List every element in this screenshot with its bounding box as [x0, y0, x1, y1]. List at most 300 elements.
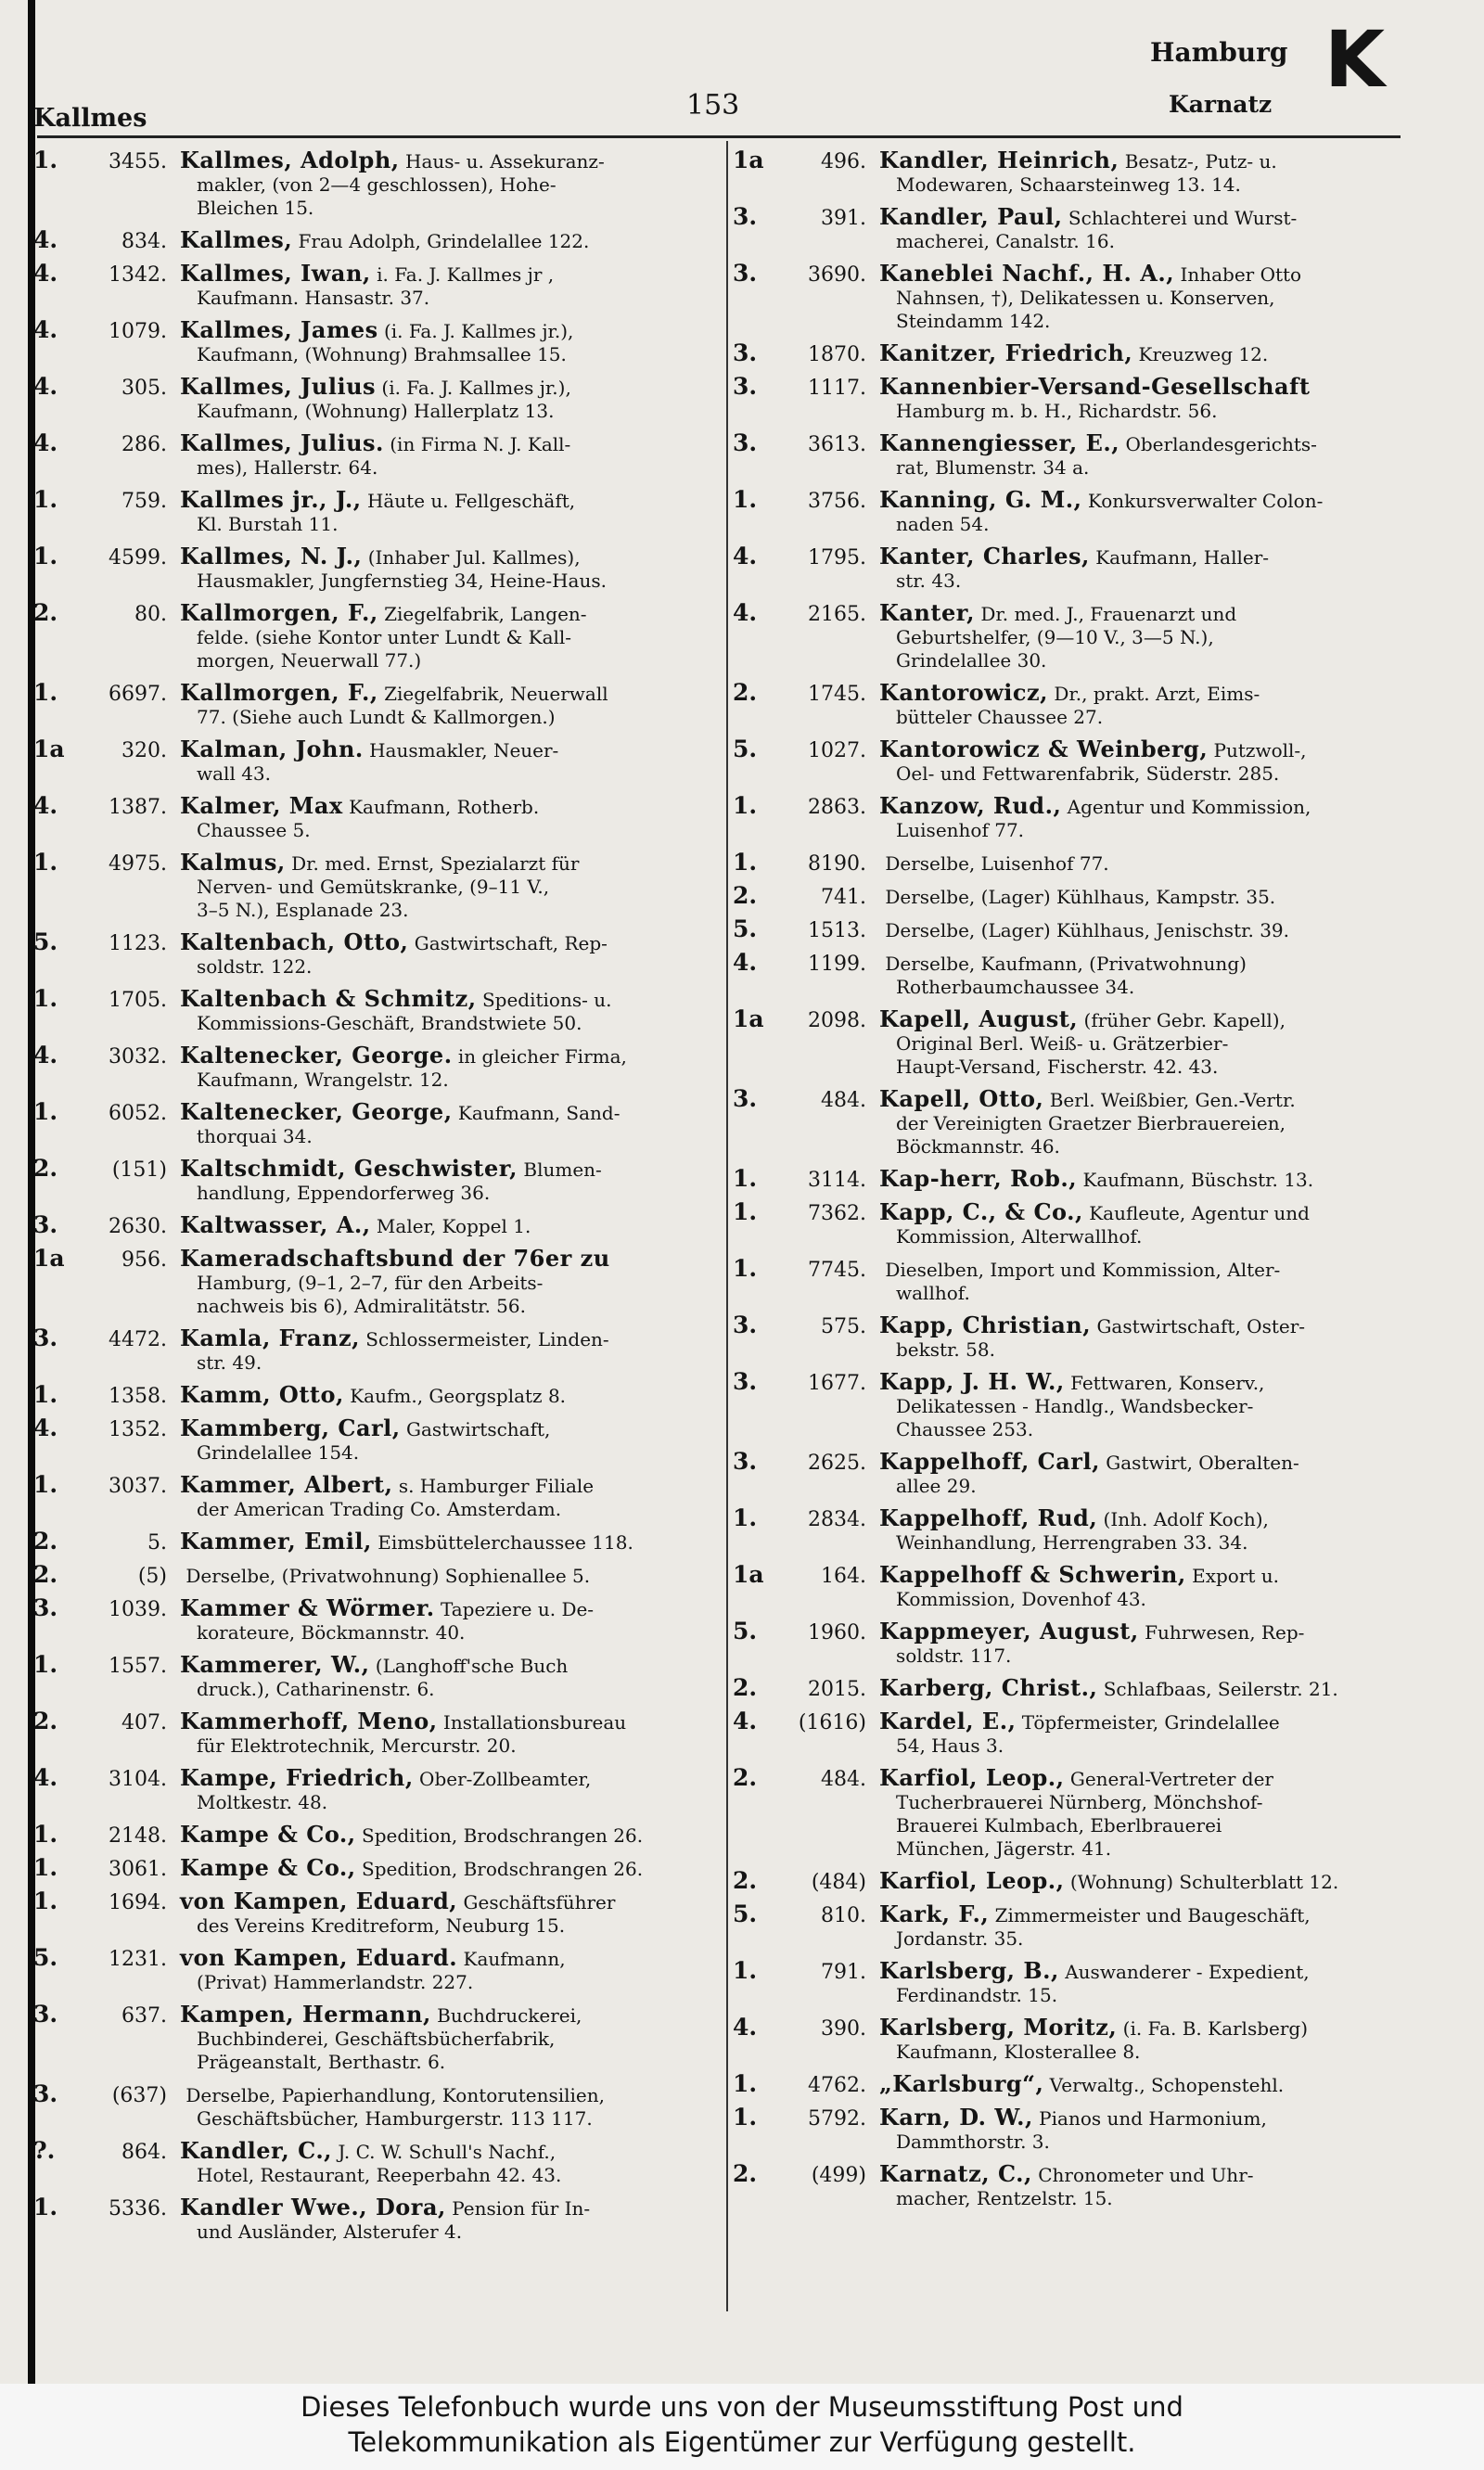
subscriber-name: Kameradschaftsbund der 76er zu	[180, 1247, 610, 1272]
exchange-code: 5.	[733, 1619, 758, 1645]
entry-first-line	[733, 1370, 1438, 1395]
phone-number: 1387.	[109, 796, 167, 819]
phone-number: 164.	[821, 1565, 866, 1588]
directory-entry	[733, 2162, 1438, 2210]
subscriber-details: Ziegelfabrik, Neuerwall	[384, 683, 608, 705]
phone-number: 3756.	[808, 490, 866, 513]
exchange-code: 1.	[733, 2072, 758, 2097]
entry-continuation-line: Original Berl. Weiß- u. Grätzerbier-	[896, 1032, 1229, 1055]
subscriber-details: Kaufleute, Agentur und	[1089, 1202, 1310, 1224]
phone-number: 2098.	[808, 1009, 866, 1032]
subscriber-details: (früher Gebr. Kapell),	[1083, 1009, 1286, 1031]
directory-entry	[33, 1157, 724, 1205]
exchange-code: 5.	[733, 1902, 758, 1927]
directory-entry	[33, 544, 724, 593]
phone-number: 791.	[821, 1961, 866, 1984]
entry-first-line	[33, 987, 724, 1012]
phone-number: (484)	[811, 1871, 866, 1894]
directory-entry	[733, 1007, 1438, 1079]
directory-entry	[733, 1450, 1438, 1498]
phone-number: 286.	[122, 433, 167, 456]
phone-number: 2148.	[109, 1824, 167, 1848]
entry-continuation-line: Tucherbrauerei Nürnberg, Mönchshof-	[896, 1791, 1263, 1813]
directory-entry	[33, 431, 724, 480]
subscriber-name: Kammer & Wörmer.	[180, 1596, 435, 1621]
subscriber-details: Kreuzweg 12.	[1138, 343, 1269, 365]
entry-continuation-line: macher, Rentzelstr. 15.	[896, 2187, 1113, 2209]
subscriber-name: Kaneblei Nachf., H. A.,	[879, 262, 1175, 287]
phone-number: 391.	[821, 207, 866, 230]
entry-continuation-line: rat, Blumenstr. 34 a.	[896, 456, 1090, 479]
phone-number: 2015.	[808, 1678, 866, 1701]
directory-entry	[33, 228, 724, 253]
subscriber-name: Karberg, Christ.,	[879, 1676, 1098, 1701]
entry-first-line	[33, 2139, 724, 2164]
subscriber-details: Kaufm., Georgsplatz 8.	[350, 1385, 567, 1407]
directory-entry	[33, 1823, 724, 1848]
subscriber-name: Kalmer, Max	[180, 794, 343, 819]
subscriber-name: Kantorowicz & Weinberg,	[879, 737, 1209, 762]
exchange-code: 3.	[733, 431, 758, 456]
page-number: 153	[686, 89, 740, 122]
entry-continuation-line: Brauerei Kulmbach, Eberlbrauerei	[896, 1814, 1222, 1837]
entry-first-line	[733, 1869, 1438, 1894]
phone-number: 3114.	[808, 1169, 866, 1192]
subscriber-details: Derselbe, Papierhandlung, Kontorutensilien,	[186, 2084, 606, 2106]
directory-entry	[33, 1213, 724, 1238]
entry-continuation-line: naden 54.	[896, 513, 990, 535]
entry-first-line	[733, 1506, 1438, 1531]
entry-continuation-line: Nahnsen, †), Delikatessen u. Konserven,	[896, 287, 1275, 309]
directory-entry	[33, 262, 724, 310]
entry-continuation-line: Haupt-Versand, Fischerstr. 42. 43.	[896, 1056, 1219, 1078]
subscriber-name: Kallmorgen, F.,	[180, 681, 378, 706]
subscriber-details: (i. Fa. J. Kallmes jr.),	[383, 320, 574, 342]
subscriber-details: Gastwirtschaft, Oster-	[1096, 1315, 1306, 1337]
subscriber-details: (in Firma N. J. Kall-	[390, 433, 571, 455]
phone-number: 2834.	[808, 1508, 866, 1531]
subscriber-name: Kammerhoff, Meno,	[180, 1709, 438, 1734]
phone-number: 4472.	[109, 1328, 167, 1351]
phone-number: (499)	[811, 2164, 866, 2187]
entry-continuation-line: der American Trading Co. Amsterdam.	[197, 1498, 562, 1520]
subscriber-name: Kannengiesser, E.,	[879, 431, 1120, 456]
exchange-code: 1.	[33, 488, 58, 513]
exchange-code: 1a	[33, 1247, 65, 1272]
exchange-code: 4.	[33, 431, 58, 456]
directory-entry	[733, 2072, 1438, 2097]
directory-entry	[33, 2195, 724, 2244]
entry-continuation-line: felde. (siehe Kontor unter Lundt & Kall-	[197, 626, 572, 648]
subscriber-name: Kalmus,	[180, 851, 286, 876]
exchange-code: 1.	[33, 851, 58, 876]
phone-number: 1231.	[109, 1948, 167, 1971]
exchange-code: 3.	[733, 205, 758, 230]
phone-number: 2630.	[109, 1215, 167, 1238]
subscriber-details: Derselbe, (Lager) Kühlhaus, Jenischstr. 39.	[885, 919, 1289, 941]
subscriber-details: General-Vertreter der	[1069, 1768, 1273, 1790]
entry-first-line	[33, 1823, 724, 1848]
phone-number: 3032.	[109, 1045, 167, 1069]
entry-first-line	[733, 1007, 1438, 1032]
exchange-code: 2.	[33, 601, 58, 626]
phone-number: 1677.	[808, 1372, 866, 1395]
directory-entry	[33, 1383, 724, 1408]
directory-entry	[733, 148, 1438, 197]
directory-entry	[733, 1200, 1438, 1248]
phone-number: 484.	[821, 1768, 866, 1791]
directory-entry	[33, 601, 724, 672]
subscriber-name: Kammer, Emil,	[180, 1529, 372, 1555]
entry-continuation-line: morgen, Neuerwall 77.)	[197, 649, 422, 672]
exchange-code: 3.	[733, 1313, 758, 1338]
phone-number: 3613.	[808, 433, 866, 456]
entry-continuation-line: soldstr. 117.	[896, 1645, 1012, 1667]
exchange-code: 1.	[733, 851, 758, 876]
entry-continuation-line: wall 43.	[197, 762, 271, 785]
subscriber-details: (Inh. Adolf Koch),	[1103, 1508, 1269, 1530]
subscriber-details: Pianos und Harmonium,	[1039, 2107, 1267, 2130]
directory-entry	[733, 1257, 1438, 1305]
exchange-code: 4.	[33, 262, 58, 287]
exchange-code: 2.	[733, 1676, 758, 1701]
phone-number: 5336.	[109, 2197, 167, 2220]
subscriber-name: Kallmorgen, F.,	[180, 601, 378, 626]
exchange-code: 1.	[733, 794, 758, 819]
entry-continuation-line: Kaufmann. Hansastr. 37.	[197, 287, 430, 309]
directory-entry	[33, 1473, 724, 1521]
left-column	[33, 148, 724, 2252]
exchange-code: 1.	[733, 1257, 758, 1282]
entry-continuation-line: Kaufmann, (Wohnung) Brahmsallee 15.	[197, 343, 567, 365]
phone-number: 3690.	[808, 263, 866, 287]
phone-number: 2165.	[808, 603, 866, 626]
entry-first-line	[733, 851, 1438, 876]
entry-first-line	[33, 488, 724, 513]
phone-number: 1039.	[109, 1598, 167, 1621]
entry-first-line	[33, 1529, 724, 1555]
entry-continuation-line: 3–5 N.), Esplanade 23.	[197, 899, 409, 921]
directory-entry	[33, 987, 724, 1035]
entry-continuation-line: str. 49.	[197, 1351, 262, 1374]
directory-entry	[33, 318, 724, 366]
header-first-entry: Kallmes	[33, 104, 147, 133]
entry-first-line	[733, 884, 1438, 909]
exchange-code: 5.	[733, 917, 758, 942]
directory-entry	[733, 794, 1438, 842]
subscriber-details: Fuhrwesen, Rep-	[1145, 1621, 1305, 1644]
exchange-code: 3.	[733, 1087, 758, 1112]
exchange-code: 1.	[33, 1823, 58, 1848]
entry-first-line	[33, 1326, 724, 1351]
exchange-code: 4.	[33, 1766, 58, 1791]
directory-entry	[733, 262, 1438, 333]
entry-first-line	[33, 1709, 724, 1734]
directory-entry	[33, 930, 724, 979]
exchange-code: 1.	[733, 1167, 758, 1192]
footer-line-1: Dieses Telefonbuch wurde uns von der Museumsstiftung Post und	[301, 2391, 1183, 2423]
exchange-code: 3.	[733, 1450, 758, 1475]
entry-first-line	[33, 2003, 724, 2028]
subscriber-details: Frau Adolph, Grindelallee 122.	[298, 230, 590, 252]
subscriber-details: Hausmakler, Neuer-	[369, 739, 559, 761]
subscriber-name: Kap-herr, Rob.,	[879, 1167, 1078, 1192]
subscriber-name: Kammberg, Carl,	[180, 1416, 401, 1441]
subscriber-name: Kampen, Hermann,	[180, 2003, 431, 2028]
subscriber-name: Kapp, Christian,	[879, 1313, 1092, 1338]
subscriber-name: Kampe, Friedrich,	[180, 1766, 414, 1791]
subscriber-name: Kark, F.,	[879, 1902, 990, 1927]
entry-first-line	[33, 318, 724, 343]
phone-number: 1117.	[808, 377, 866, 400]
exchange-code: 5.	[33, 930, 58, 955]
entry-continuation-line: str. 43.	[896, 570, 962, 592]
subscriber-name: Karfiol, Leop.,	[879, 1766, 1065, 1791]
subscriber-name: Kaltenecker, George,	[180, 1100, 453, 1125]
entry-first-line	[733, 1619, 1438, 1645]
phone-number: 7745.	[808, 1259, 866, 1282]
subscriber-details: Haus- u. Assekuranz-	[405, 150, 605, 173]
subscriber-details: Chronometer und Uhr-	[1038, 2164, 1254, 2186]
exchange-code: 1a	[733, 1007, 764, 1032]
entry-first-line	[33, 148, 724, 173]
subscriber-name: Kapp, C., & Co.,	[879, 1200, 1083, 1225]
directory-entry	[733, 431, 1438, 480]
entry-first-line	[33, 375, 724, 400]
exchange-code: 1.	[33, 148, 58, 173]
entry-first-line	[33, 1100, 724, 1125]
subscriber-details: Zimmermeister und Baugeschäft,	[994, 1904, 1311, 1926]
subscriber-details: Schlafbaas, Seilerstr. 21.	[1103, 1678, 1338, 1700]
entry-first-line	[33, 544, 724, 570]
directory-entry	[33, 851, 724, 922]
subscriber-details: Kaufmann, Haller-	[1095, 546, 1270, 569]
subscriber-details: Spedition, Brodschrangen 26.	[362, 1824, 644, 1847]
entry-continuation-line: Rotherbaumchaussee 34.	[896, 976, 1135, 998]
subscriber-details: Oberlandesgerichts-	[1125, 433, 1317, 455]
entry-continuation-line: Geburtshelfer, (9—10 V., 3—5 N.),	[896, 626, 1214, 648]
entry-first-line	[33, 2082, 724, 2107]
entry-first-line	[733, 917, 1438, 942]
subscriber-details: Schlossermeister, Linden-	[365, 1328, 609, 1350]
entry-first-line	[33, 1416, 724, 1441]
entry-continuation-line: Dammthorstr. 3.	[896, 2131, 1050, 2153]
entry-continuation-line: bütteler Chaussee 27.	[896, 706, 1104, 728]
subscriber-name: Kanter, Charles,	[879, 544, 1090, 570]
phone-number: 834.	[122, 230, 167, 253]
entry-continuation-line: München, Jägerstr. 41.	[896, 1837, 1112, 1860]
directory-entry	[33, 794, 724, 842]
exchange-code: ?.	[33, 2139, 56, 2164]
subscriber-details: Berl. Weißbier, Gen.-Vertr.	[1049, 1089, 1296, 1111]
directory-entry	[33, 1529, 724, 1555]
entry-first-line	[733, 341, 1438, 366]
exchange-code: 1.	[733, 1959, 758, 1984]
entry-continuation-line: Chaussee 253.	[896, 1418, 1034, 1440]
subscriber-details: Buchdruckerei,	[437, 2004, 582, 2027]
subscriber-name: Kandler, C.,	[180, 2139, 333, 2164]
exchange-code: 4.	[33, 375, 58, 400]
subscriber-name: Kaltenbach & Schmitz,	[180, 987, 477, 1012]
directory-entry	[733, 1959, 1438, 2007]
entry-continuation-line: Kommission, Dovenhof 43.	[896, 1588, 1146, 1610]
directory-entry	[733, 917, 1438, 942]
footer-notice	[0, 2384, 1484, 2470]
entry-first-line	[733, 262, 1438, 287]
subscriber-name: Karlsberg, B.,	[879, 1959, 1059, 1984]
directory-entry	[733, 1709, 1438, 1758]
directory-entry	[733, 681, 1438, 729]
entry-first-line	[33, 262, 724, 287]
directory-entry	[733, 851, 1438, 876]
directory-entry	[733, 1506, 1438, 1555]
entry-continuation-line: soldstr. 122.	[197, 955, 313, 978]
subscriber-details: (Inhaber Jul. Kallmes),	[367, 546, 581, 569]
phone-number: 637.	[122, 2004, 167, 2028]
entry-continuation-line: Hausmakler, Jungfernstieg 34, Heine-Haus.	[197, 570, 607, 592]
phone-number: 1694.	[109, 1891, 167, 1914]
exchange-code: 1.	[733, 2105, 758, 2131]
entry-first-line	[33, 1653, 724, 1678]
subscriber-name: Kalman, John.	[180, 737, 364, 762]
exchange-code: 5.	[733, 737, 758, 762]
directory-entry	[733, 488, 1438, 536]
subscriber-details: Eimsbüttelerchaussee 118.	[377, 1531, 633, 1554]
subscriber-name: Kandler, Paul,	[879, 205, 1063, 230]
entry-continuation-line: 54, Haus 3.	[896, 1734, 1004, 1757]
entry-first-line	[733, 1167, 1438, 1192]
subscriber-name: Kappelhoff & Schwerin,	[879, 1563, 1186, 1588]
exchange-code: 2.	[733, 1869, 758, 1894]
exchange-code: 2.	[33, 1157, 58, 1182]
subscriber-name: Kallmes, Julius.	[180, 431, 384, 456]
subscriber-details: Konkursverwalter Colon-	[1087, 490, 1324, 512]
entry-first-line	[733, 1766, 1438, 1791]
subscriber-details: Spedition, Brodschrangen 26.	[362, 1858, 644, 1880]
entry-first-line	[33, 1856, 724, 1881]
directory-entry	[33, 1766, 724, 1814]
subscriber-name: von Kampen, Eduard,	[180, 1889, 458, 1914]
phone-number: 1960.	[808, 1621, 866, 1645]
subscriber-name: Kammerer, W.,	[180, 1653, 370, 1678]
subscriber-details: Speditions- u.	[481, 989, 612, 1011]
entry-continuation-line: Hamburg m. b. H., Richardstr. 56.	[896, 400, 1218, 422]
directory-entry	[33, 2082, 724, 2131]
directory-entry	[33, 2139, 724, 2187]
subscriber-details: Kaufmann, Rotherb.	[349, 796, 540, 818]
exchange-code: 4.	[733, 951, 758, 976]
entry-first-line	[733, 2072, 1438, 2097]
exchange-code: 1a	[733, 148, 764, 173]
exchange-code: 4.	[733, 601, 758, 626]
entry-first-line	[33, 1473, 724, 1498]
entry-first-line	[733, 1902, 1438, 1927]
subscriber-details: Fettwaren, Konserv.,	[1070, 1372, 1265, 1394]
subscriber-name: Kappelhoff, Carl,	[879, 1450, 1100, 1475]
entry-first-line	[733, 601, 1438, 626]
subscriber-name: Karlsberg, Moritz,	[879, 2016, 1118, 2041]
directory-entry	[33, 1563, 724, 1588]
subscriber-name: Kappmeyer, August,	[879, 1619, 1139, 1645]
subscriber-details: Blumen-	[523, 1158, 602, 1181]
subscriber-details: Häute u. Fellgeschäft,	[366, 490, 576, 512]
exchange-code: 1.	[33, 1100, 58, 1125]
entry-continuation-line: Moltkestr. 48.	[197, 1791, 328, 1813]
subscriber-name: Kallmes,	[180, 228, 293, 253]
subscriber-details: Derselbe, Luisenhof 77.	[885, 852, 1109, 875]
subscriber-details: Derselbe, Kaufmann, (Privatwohnung)	[885, 953, 1247, 975]
phone-number: 1358.	[109, 1385, 167, 1408]
exchange-code: 2.	[733, 884, 758, 909]
exchange-code: 1.	[733, 1200, 758, 1225]
phone-number: 390.	[821, 2017, 866, 2041]
subscriber-details: Gastwirtschaft, Rep-	[414, 932, 608, 954]
subscriber-name: Kammer, Albert,	[180, 1473, 393, 1498]
subscriber-name: Kandler, Heinrich,	[879, 148, 1119, 173]
entry-first-line	[33, 2195, 724, 2220]
subscriber-details: Dr., prakt. Arzt, Eims-	[1054, 683, 1260, 705]
phone-number: 575.	[821, 1315, 866, 1338]
directory-entry	[33, 1653, 724, 1701]
entry-continuation-line: Bleichen 15.	[197, 197, 314, 219]
entry-continuation-line: makler, (von 2—4 geschlossen), Hohe-	[197, 173, 556, 196]
subscriber-name: Kanzow, Rud.,	[879, 794, 1062, 819]
phone-number: 6052.	[109, 1102, 167, 1125]
entry-continuation-line: thorquai 34.	[197, 1125, 313, 1147]
entry-first-line	[733, 1959, 1438, 1984]
exchange-code: 1.	[33, 987, 58, 1012]
subscriber-name: Kandler Wwe., Dora,	[180, 2195, 446, 2220]
entry-continuation-line: Hotel, Restaurant, Reeperbahn 42. 43.	[197, 2164, 562, 2186]
entry-first-line	[33, 1596, 724, 1621]
subscriber-details: Schlachterei und Wurst-	[1068, 207, 1298, 229]
exchange-code: 3.	[33, 2003, 58, 2028]
phone-number: 810.	[821, 1904, 866, 1927]
entry-continuation-line: macherei, Canalstr. 16.	[896, 230, 1115, 252]
exchange-code: 2.	[733, 1766, 758, 1791]
directory-entry	[733, 884, 1438, 909]
directory-entry	[733, 1313, 1438, 1362]
directory-entry	[733, 205, 1438, 253]
right-column	[733, 148, 1438, 2219]
subscriber-details: Geschäftsführer	[463, 1891, 616, 1913]
entry-first-line	[733, 148, 1438, 173]
directory-entry	[33, 1946, 724, 1994]
entry-continuation-line: Weinhandlung, Herrengraben 33. 34.	[896, 1531, 1248, 1554]
subscriber-details: i. Fa. J. Kallmes jr ,	[377, 263, 555, 286]
phone-number: 1199.	[808, 953, 866, 976]
directory-entry	[733, 1766, 1438, 1861]
entry-continuation-line: des Vereins Kreditreform, Neuburg 15.	[197, 1914, 566, 1937]
directory-entry	[733, 544, 1438, 593]
exchange-code: 1a	[733, 1563, 764, 1588]
phone-number: (5)	[137, 1565, 167, 1588]
entry-continuation-line: Kaufmann, (Wohnung) Hallerplatz 13.	[197, 400, 555, 422]
entry-first-line	[733, 1257, 1438, 1282]
subscriber-details: Kaufmann,	[463, 1948, 566, 1970]
subscriber-details: Derselbe, (Privatwohnung) Sophienallee 5.	[186, 1565, 591, 1587]
phone-number: 864.	[122, 2141, 167, 2164]
directory-entry	[733, 737, 1438, 786]
directory-entry	[33, 1326, 724, 1375]
subscriber-name: „Karlsburg“,	[879, 2072, 1044, 2097]
phone-number: 3061.	[109, 1858, 167, 1881]
entry-continuation-line: Steindamm 142.	[896, 310, 1051, 332]
subscriber-name: Kaltenecker, George.	[180, 1043, 453, 1069]
entry-first-line	[733, 2162, 1438, 2187]
exchange-code: 2.	[33, 1709, 58, 1734]
subscriber-name: Kaltschmidt, Geschwister,	[180, 1157, 518, 1182]
